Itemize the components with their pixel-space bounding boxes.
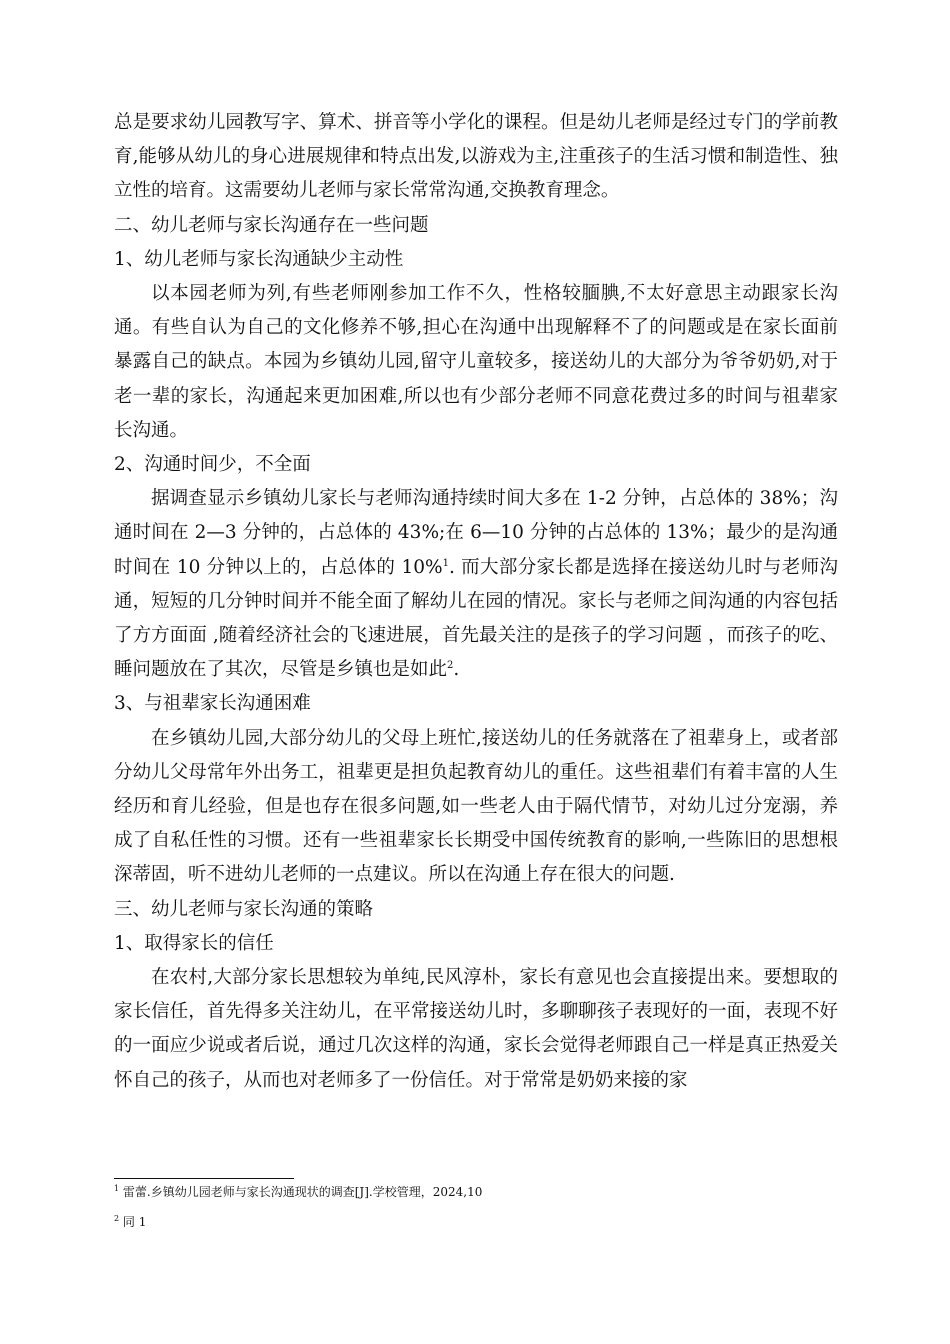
paragraph-text: . 而大部分家长都是选择在接送幼儿时与老师沟通，短短的几分钟时间并不能全面了解幼儿在园的情况。家长与老师之间沟通的内容包括了方方面面 ,随着经济社会的飞速进展，首先最关注的是孩子的学习问题 ，而孩子的吃、睡问题放在了其次，尽管是乡镇也是如此 bbox=[114, 556, 838, 681]
subheading-2-3: 3、与祖辈家长沟通困难 bbox=[114, 693, 311, 715]
subheading-2-1: 1、幼儿老师与家长沟通缺少主动性 bbox=[114, 248, 404, 270]
body-text bbox=[114, 106, 838, 1098]
paragraph-text: . bbox=[453, 659, 460, 681]
paragraph-text: 据调查显示乡镇幼儿家长与老师沟通持续时间大多在 1-2 分钟，占总体的 38%；沟通时间在 2—3 分钟的，占总体的 43%;在 6—10 分钟的占总体的 13%；最少的是沟通时间在 10 分钟以上的，占总体的 10% bbox=[114, 488, 838, 578]
paragraph-continued: 总是要求幼儿园教写字、算术、拼音等小学化的课程。但是幼儿老师是经过专门的学前教育,能够从幼儿的身心进展规律和特点出发,以游戏为主,注重孩子的生活习惯和制造性、独立性的培育。这需要幼儿老师与家长常常沟通,交换教育理念。 bbox=[114, 112, 838, 202]
paragraph: 在乡镇幼儿园,大部分幼儿的父母上班忙,接送幼儿的任务就落在了祖辈身上，或者部分幼儿父母常年外出务工，祖辈更是担负起教育幼儿的重任。这些祖辈们有着丰富的人生经历和育儿经验，但是也存在很多问题,如一些老人由于隔代情节，对幼儿过分宠溺，养成了自私任性的习惯。还有一些祖辈家长长期受中国传统教育的影响,一些陈旧的思想根深蒂固，听不进幼儿老师的一点建议。所以在沟通上存在很大的问题. bbox=[114, 727, 838, 886]
footnote-text: 同 1 bbox=[119, 1215, 147, 1229]
footnote-ref-2: 2 bbox=[447, 660, 454, 672]
section-heading-2: 二、幼儿老师与家长沟通存在一些问题 bbox=[114, 214, 429, 236]
footnote-2 bbox=[114, 1214, 838, 1230]
footnotes bbox=[114, 1184, 838, 1244]
footnote-text: 雷蕾.乡镇幼儿园老师与家长沟通现状的调查[J].学校管理，2024,10 bbox=[119, 1185, 483, 1199]
footnote-ref-1: 1 bbox=[442, 557, 449, 569]
footnote-1 bbox=[114, 1184, 838, 1200]
subheading-3-1: 1、取得家长的信任 bbox=[114, 932, 274, 954]
paragraph-with-footnotes bbox=[114, 482, 838, 687]
footnote-separator bbox=[114, 1178, 294, 1179]
footnote-mark: 2 bbox=[114, 1214, 120, 1223]
paragraph: 在农村,大部分家长思想较为单纯,民风淳朴，家长有意见也会直接提出来。要想取的家长信任，首先得多关注幼儿，在平常接送幼儿时，多聊聊孩子表现好的一面，表现不好的一面应少说或者后说，通过几次这样的沟通，家长会觉得老师跟自己一样是真正热爱关怀自己的孩子，从而也对老师多了一份信任。对于常常是奶奶来接的家 bbox=[114, 967, 838, 1091]
footnote-mark: 1 bbox=[114, 1184, 120, 1193]
section-heading-3: 三、幼儿老师与家长沟通的策略 bbox=[114, 898, 374, 920]
paragraph: 以本园老师为列,有些老师刚参加工作不久，性格较腼腆,不太好意思主动跟家长沟通。有些自认为自己的文化修养不够,担心在沟通中出现解释不了的问题或是在家长面前暴露自己的缺点。本园为乡镇幼儿园,留守儿童较多，接送幼儿的大部分为爷爷奶奶,对于老一辈的家长，沟通起来更加困难,所以也有少部分老师不同意花费过多的时间与祖辈家长沟通。 bbox=[114, 283, 838, 441]
subheading-2-2: 2、沟通时间少，不全面 bbox=[114, 454, 311, 476]
